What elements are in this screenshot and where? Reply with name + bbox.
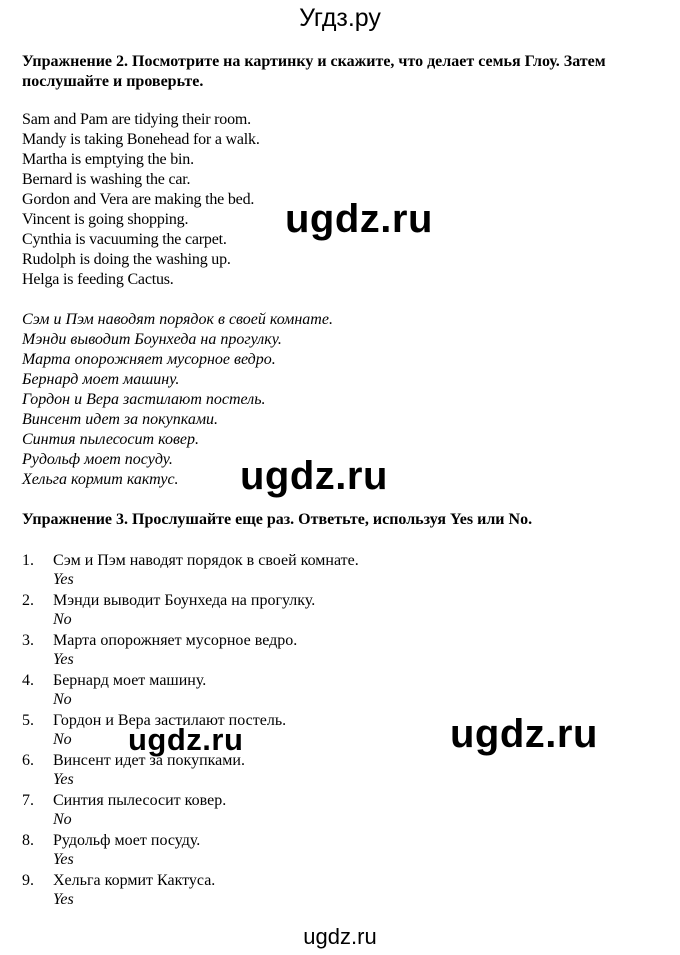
russian-translation: Хельга кормит кактус. [22, 471, 179, 488]
english-sentence: Helga is feeding Cactus. [22, 271, 174, 288]
question-text: Сэм и Пэм наводят порядок в своей комнате. [53, 552, 359, 569]
item-number: 4. [22, 672, 34, 689]
item-number: 5. [22, 712, 34, 729]
question-text: Винсент идет за покупками. [53, 752, 245, 769]
item-number: 9. [22, 872, 34, 889]
item-number: 3. [22, 632, 34, 649]
answer-text: Yes [53, 891, 74, 908]
russian-translation: Мэнди выводит Боунхеда на прогулку. [22, 331, 282, 348]
question-text: Рудольф моет посуду. [53, 832, 201, 849]
item-number: 2. [22, 592, 34, 609]
question-text: Бернард моет машину. [53, 672, 207, 689]
item-number: 8. [22, 832, 34, 849]
watermark: ugdz.ru [240, 454, 388, 498]
english-sentences [22, 110, 260, 290]
english-sentence: Vincent is going shopping. [22, 211, 189, 228]
english-sentence: Rudolph is doing the washing up. [22, 251, 231, 268]
exercise-3-heading: Упражнение 3. Прослушайте еще раз. Ответьте, используя Yes или No. [22, 511, 533, 528]
question-text: Синтия пылесосит ковер. [53, 792, 227, 809]
answer-text: Yes [53, 571, 74, 588]
english-sentence: Bernard is washing the car. [22, 171, 191, 188]
site-header[interactable]: Угдз.ру [299, 4, 381, 32]
item-number: 1. [22, 552, 34, 569]
question-text: Мэнди выводит Боунхеда на прогулку. [53, 592, 316, 609]
answer-text: Yes [53, 771, 74, 788]
question-text: Гордон и Вера застилают постель. [53, 712, 287, 729]
russian-translation: Рудольф моет посуду. [22, 451, 173, 468]
watermark: ugdz.ru [450, 712, 598, 756]
question-text: Марта опорожняет мусорное ведро. [53, 632, 298, 649]
russian-translation: Марта опорожняет мусорное ведро. [22, 351, 276, 368]
russian-translation: Сэм и Пэм наводят порядок в своей комнате. [22, 311, 333, 328]
question-text: Хельга кормит Кактуса. [53, 872, 216, 889]
russian-translation: Винсент идет за покупками. [22, 411, 219, 428]
answer-text: Yes [53, 851, 74, 868]
watermark: ugdz.ru [285, 197, 433, 241]
russian-translation: Гордон и Вера застилают постель. [22, 391, 266, 408]
answer-text: No [53, 731, 72, 748]
english-sentence: Martha is emptying the bin. [22, 151, 194, 168]
answer-text: No [53, 611, 72, 628]
english-sentence: Mandy is taking Bonehead for a walk. [22, 131, 260, 148]
exercise-2-heading: Упражнение 2. Посмотрите на картинку и скажите, что делает семья Глоу. Затем послушайте и проверьте. [22, 53, 606, 90]
footer-link[interactable]: ugdz.ru [303, 924, 377, 949]
english-sentence: Cynthia is vacuuming the carpet. [22, 231, 227, 248]
english-sentence: Gordon and Vera are making the bed. [22, 191, 255, 208]
watermark: ugdz.ru [128, 722, 244, 757]
answer-text: Yes [53, 651, 74, 668]
item-number: 6. [22, 752, 34, 769]
russian-translation: Синтия пылесосит ковер. [22, 431, 199, 448]
english-sentence: Sam and Pam are tidying their room. [22, 111, 251, 128]
russian-translation: Бернард моет машину. [22, 371, 180, 388]
item-number: 7. [22, 792, 34, 809]
answer-text: No [53, 811, 72, 828]
answer-text: No [53, 691, 72, 708]
